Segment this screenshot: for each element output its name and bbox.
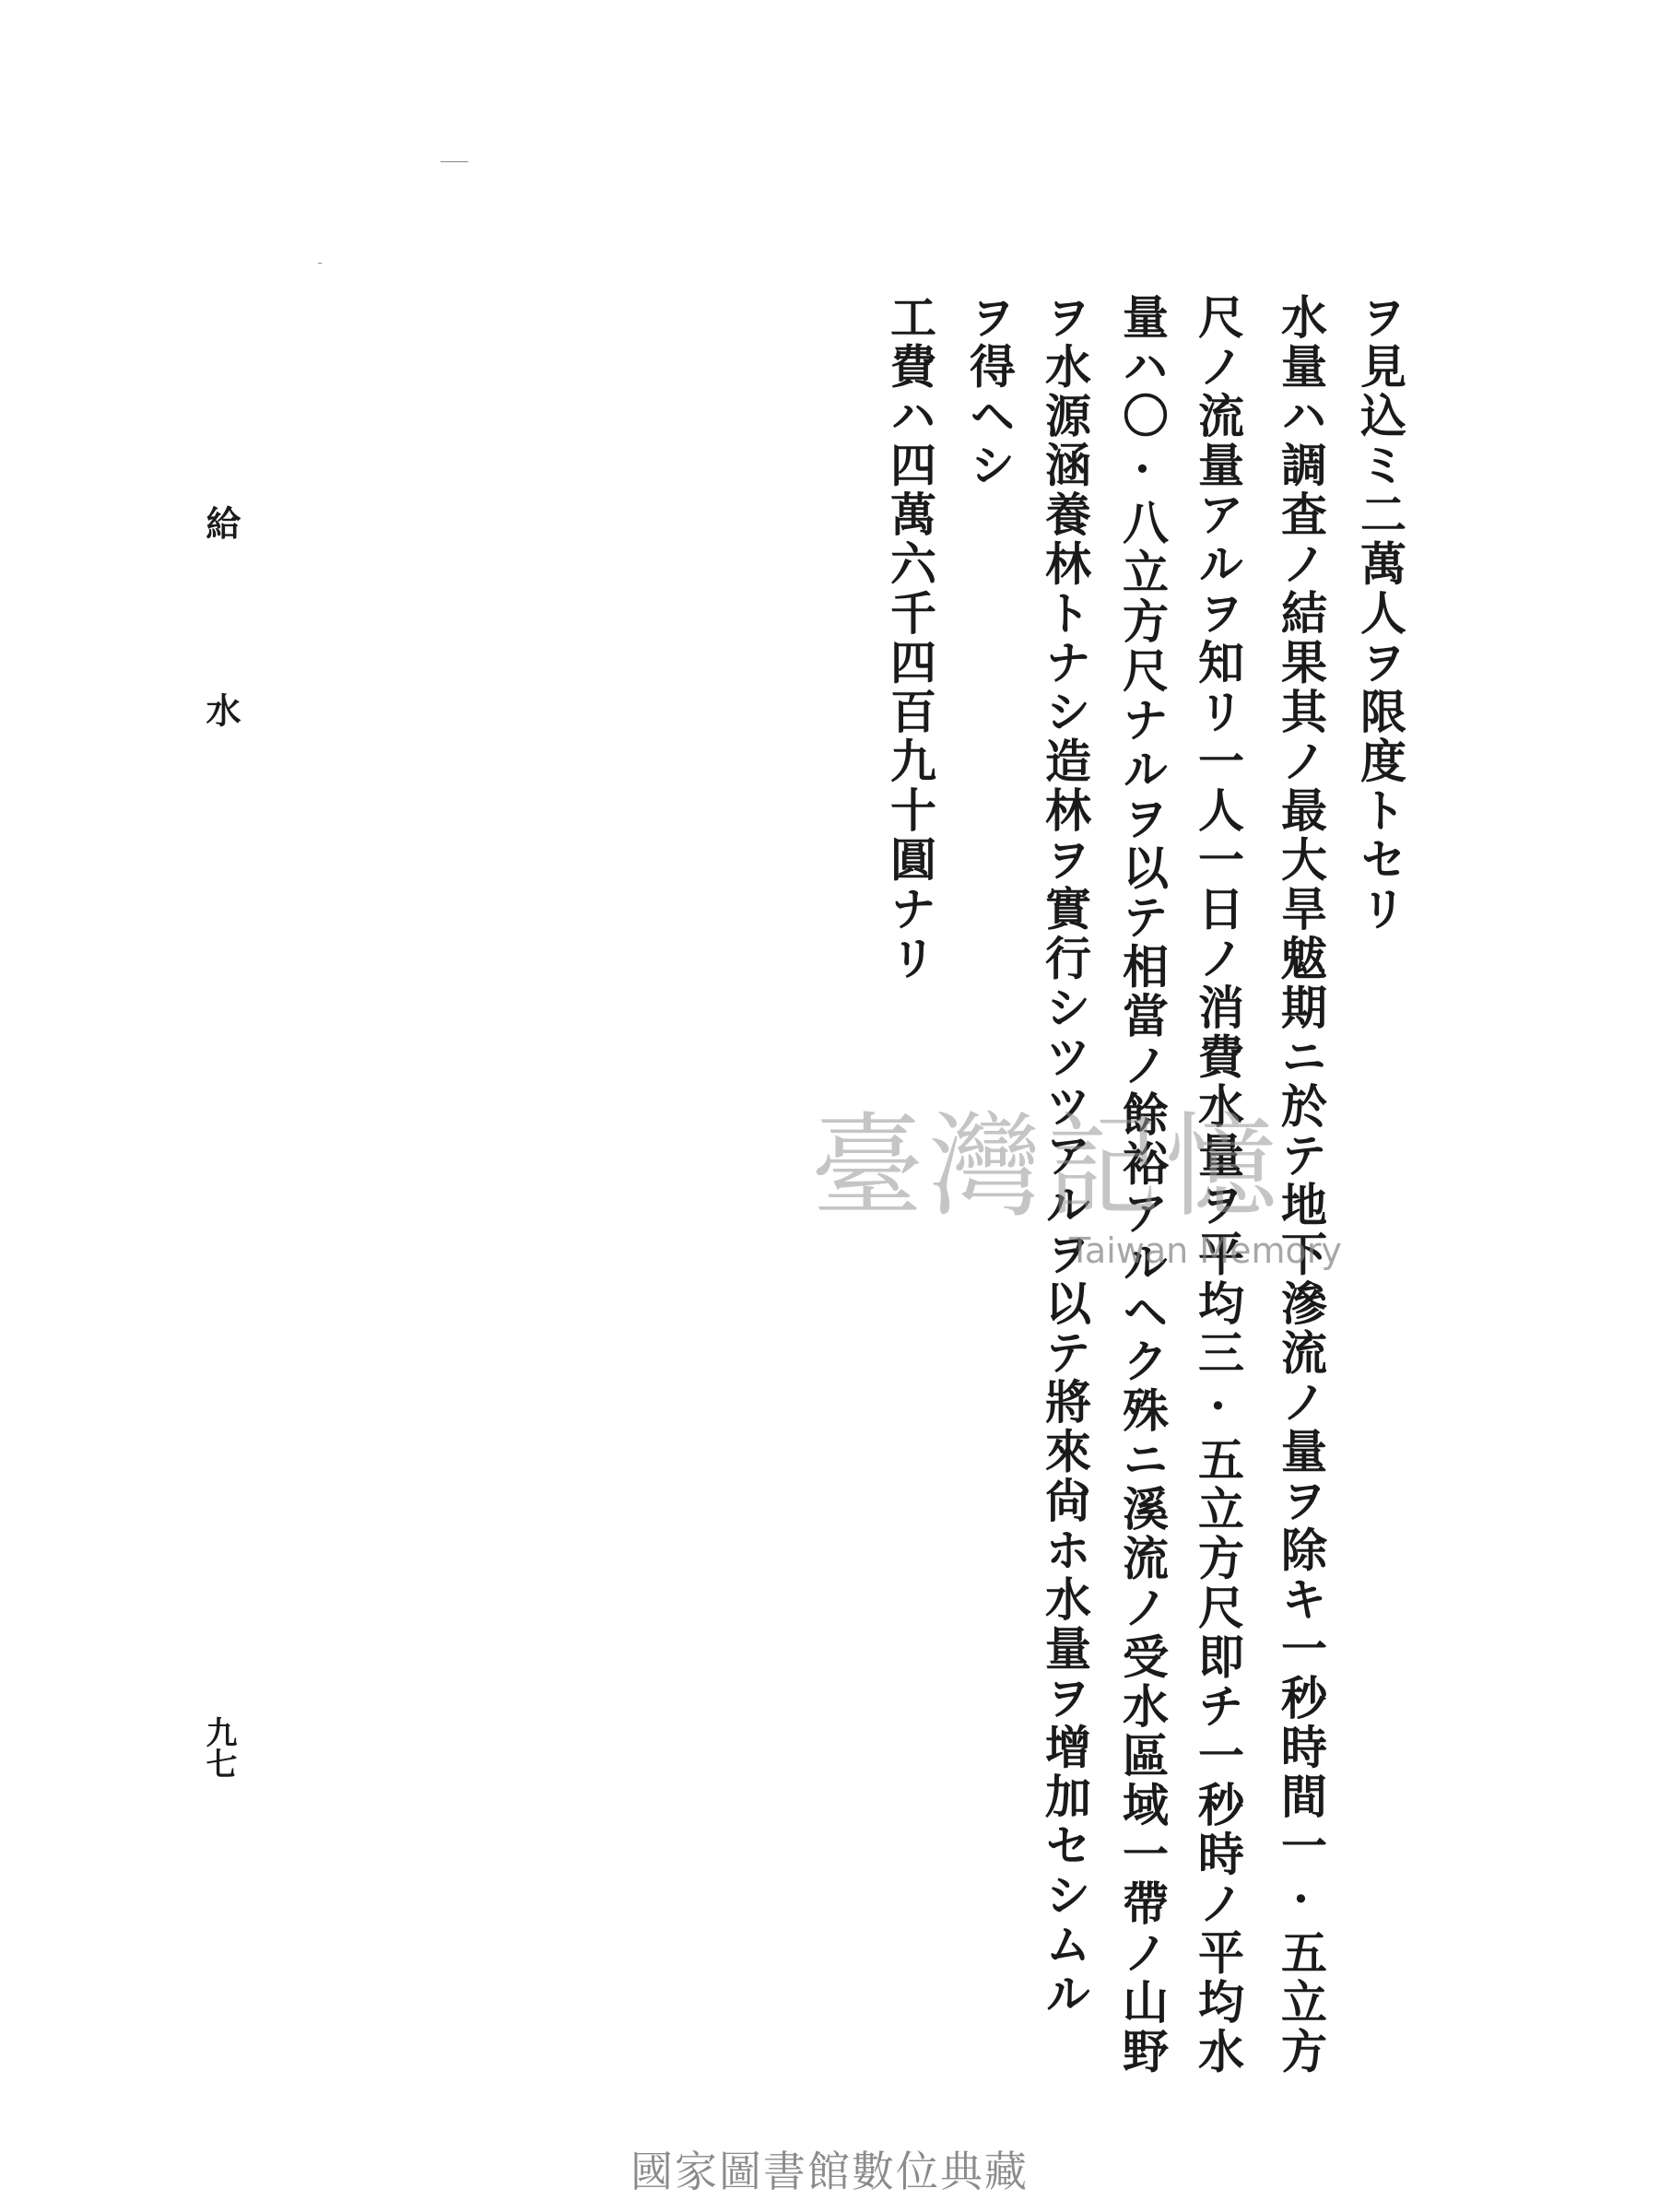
body-line-4: 量ハ〇·八立方尺ナルヲ以テ相當ノ餘裕アルヘク殊ニ溪流ノ受水區域一帶ノ山野	[1115, 293, 1170, 2077]
footer-library-credit: 國家圖書館數位典藏	[630, 2147, 1029, 2196]
page-number: 九七	[200, 1716, 237, 1779]
body-line-5: ヲ水源涵養林トナシ造林ヲ實行シツツアルヲ以テ將來尙ホ水量ヲ增加セシムル	[1038, 293, 1092, 2019]
scan-speck	[318, 263, 322, 264]
watermark-chinese: 臺灣記憶	[811, 1101, 1283, 1232]
scan-speck	[441, 161, 468, 162]
section-title: 給 水	[200, 505, 241, 782]
watermark-english: Taiwan Memory	[1069, 1230, 1342, 1271]
body-line-2: 水量ハ調査ノ結果其ノ最大旱魃期ニ於テ地下滲流ノ量ヲ除キ一秒時間一·五立方	[1274, 293, 1328, 2077]
body-line-1: ヲ見込ミ二萬人ヲ限度トセリ	[1353, 293, 1407, 935]
body-line-6: ヲ得ヘシ	[962, 293, 1017, 490]
body-line-3: 尺ノ流量アルヲ知リ一人一日ノ消費水量ヲ平均三·五立方尺即チ一秒時ノ平均水	[1191, 293, 1245, 2077]
body-line-7: 工費ハ四萬六千四百九十圓ナリ	[883, 293, 937, 983]
